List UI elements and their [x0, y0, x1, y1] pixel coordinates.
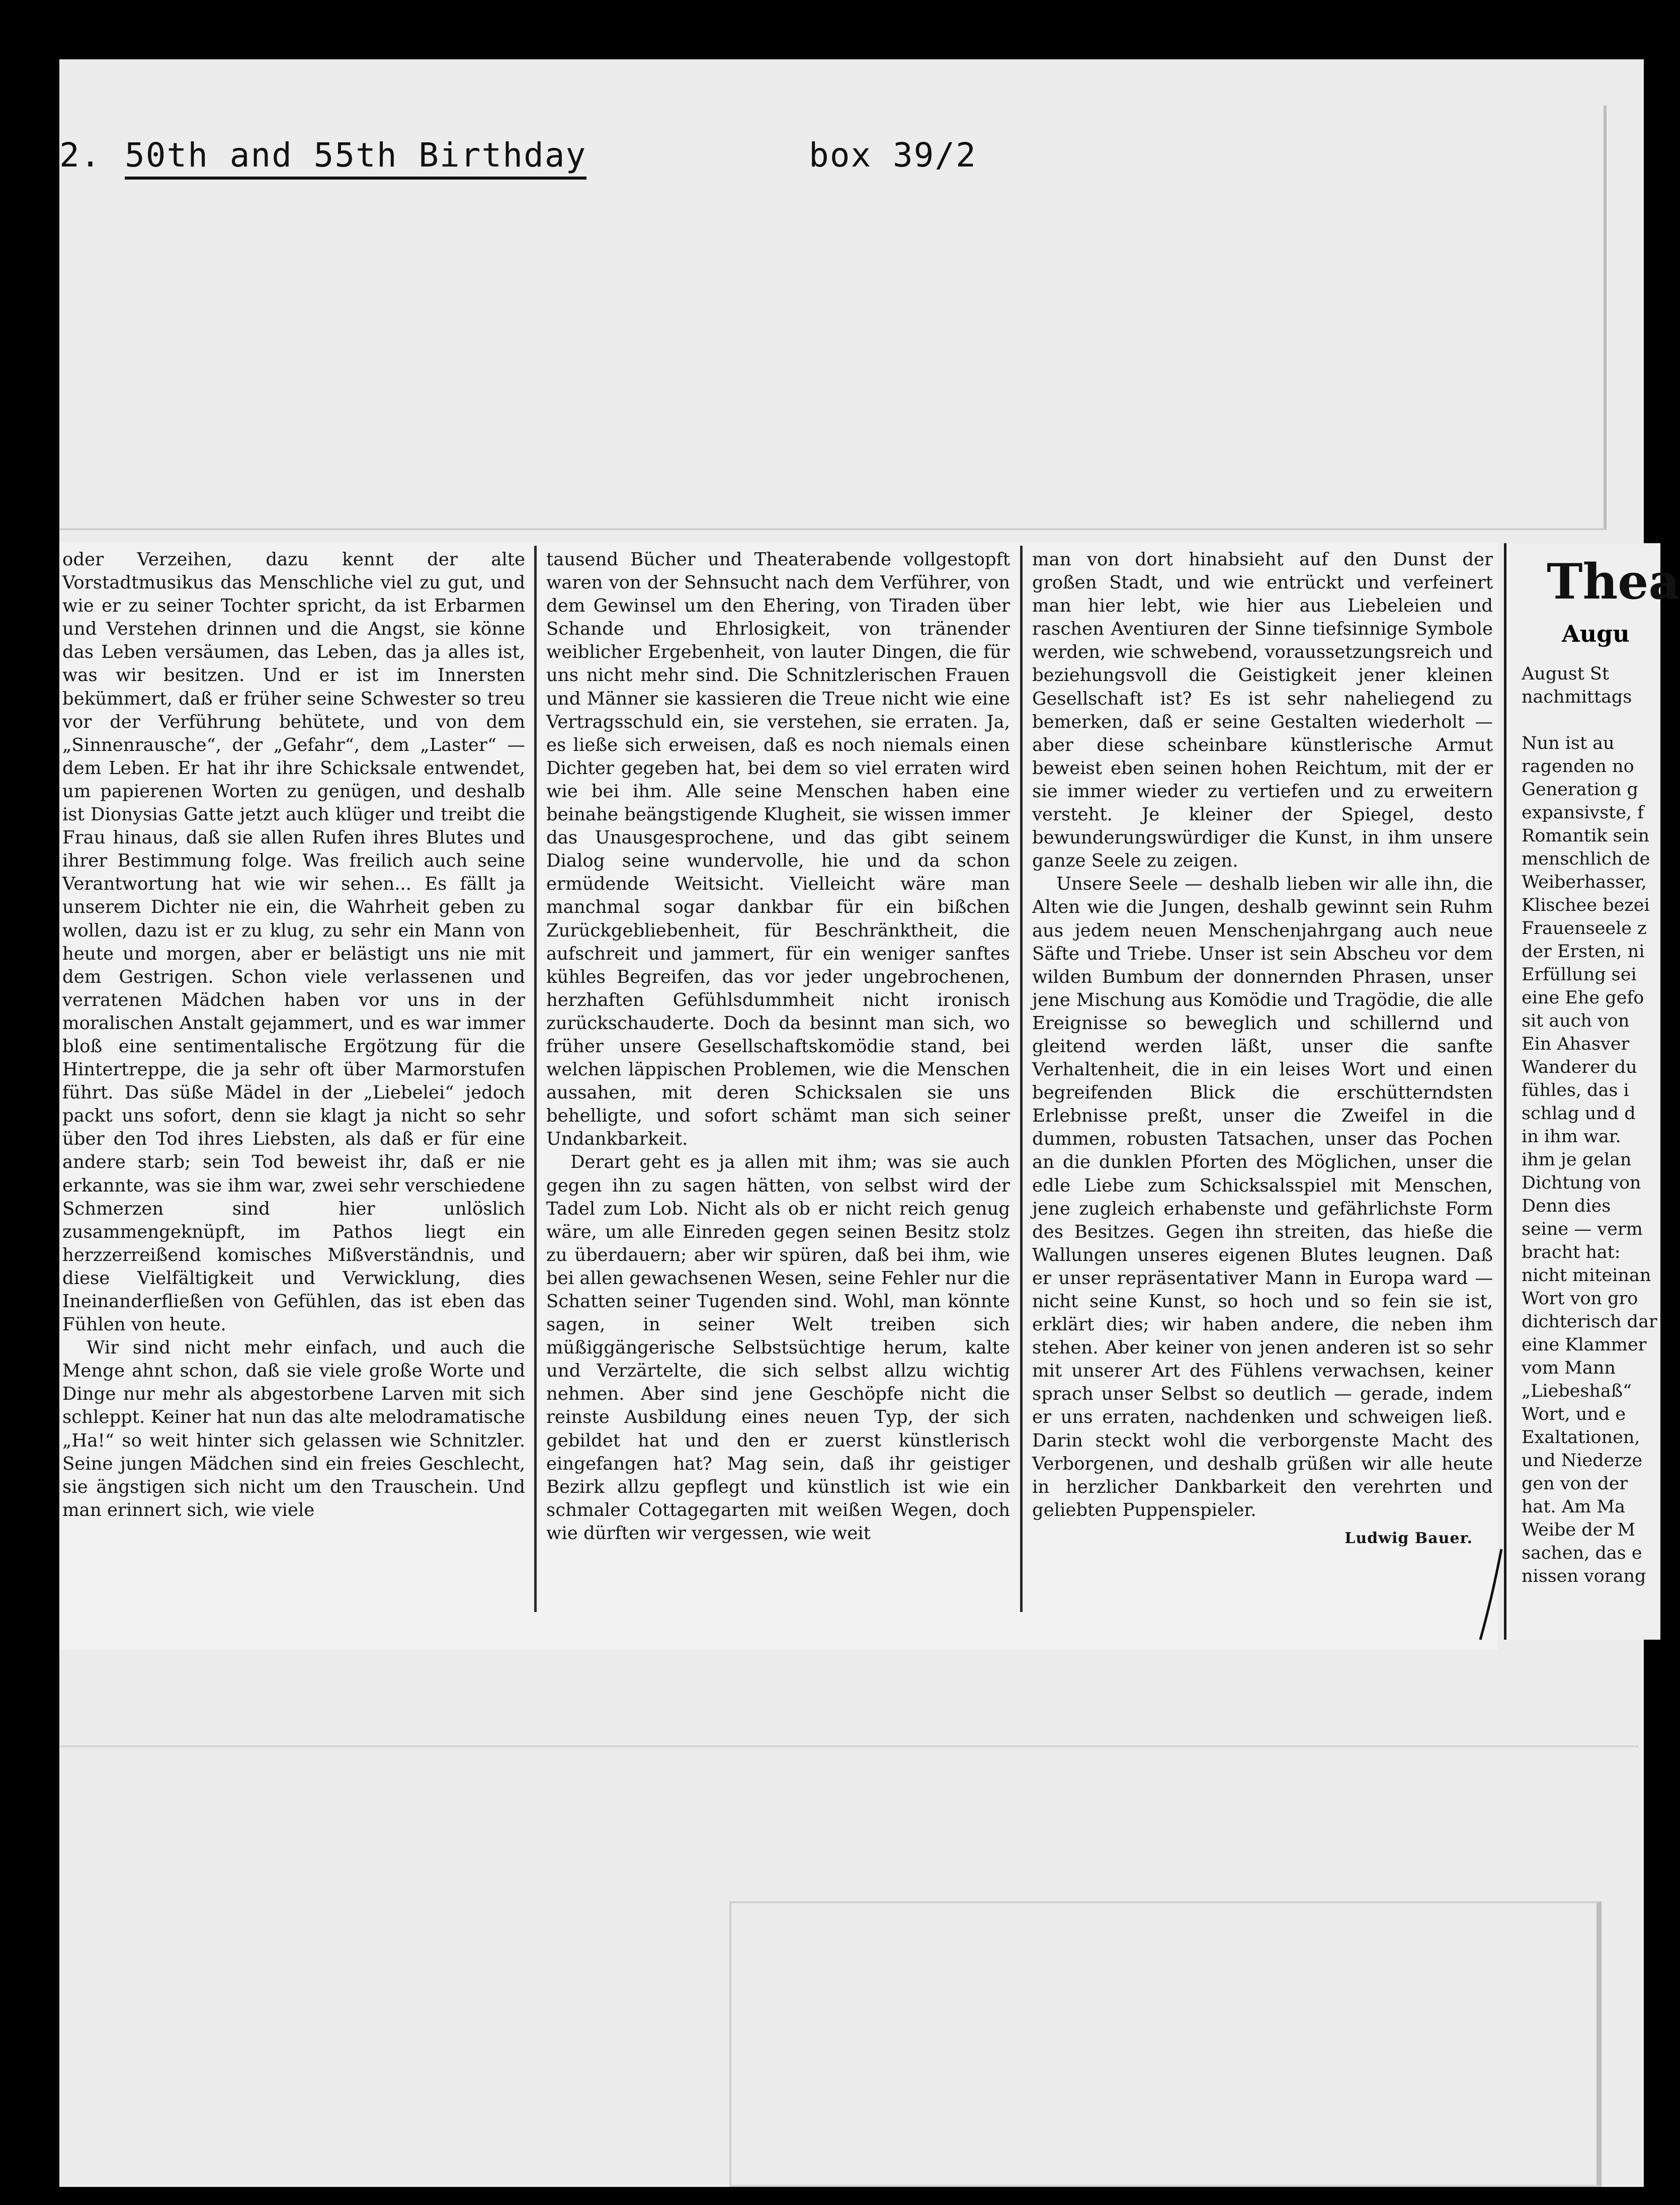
article-column-3 [1032, 548, 1493, 1640]
paragraph: Wir sind nicht mehr einfach, und auch die Menge ahnt schon, daß sie viele große Worte und Dinge nur mehr als abgestorbene Larven mit sich schleppt. Keiner hat nun das alte melodramatische „Ha!“ so weit hinter sich gelassen wie Schnitzler. Seine jungen Mädchen sind ein freies Geschlecht, sie ängstigen sich nicht um den Trauschein. Und man erinnert sich, wie viele [62, 1337, 525, 1520]
lower-frame [729, 1901, 1602, 2187]
text-line: der Ersten, ni [1522, 942, 1645, 962]
text-line: Exaltationen, [1522, 1427, 1640, 1448]
text-line: Weiberhasser, [1522, 872, 1647, 892]
folder-title: 50th and 55th Birthday [125, 136, 586, 180]
text-line: sachen, das e [1522, 1543, 1642, 1563]
text-line: vom Mann [1522, 1358, 1616, 1378]
article-column-1 [62, 548, 525, 1640]
text-line: bracht hat: [1522, 1242, 1621, 1262]
text-line: nissen vorang [1522, 1566, 1646, 1586]
text-line: menschlich de [1522, 849, 1650, 869]
text-line: schlag und d [1522, 1104, 1636, 1124]
text-line: eine Ehe gefo [1522, 988, 1644, 1008]
folder-header [59, 126, 1116, 181]
text-line: und Niederze [1522, 1451, 1643, 1471]
paragraph: oder Verzeihen, dazu kennt der alte Vorstadtmusikus das Menschliche viel zu gut, und wie er zu seiner Tochter spricht, da ist Erbarmen und Verstehen drinnen und die Angst, sie könne das Leben versäumen, das Leben, das ja alles ist, was wir besitzen. Und er ist im Innersten bekümmert, daß er früher seine Schwester so treu vor der Verführung behütete, und von dem „Sinnenrausche“, der „Gefahr“, dem „Laster“ — dem Leben. Er hat ihr ihre Schicksale entwendet, um papierenen Worten zu genügen, und deshalb ist Dionysias Gatte jetzt auch klüger und treibt die Frau hinaus, daß sie allen Rufen ihres Blutes und ihrer Bestimmung folge. Was freilich auch seine Verantwortung hat wie wir sehen... Es fällt ja unserem Dichter nie ein, die Wahrheit geben zu wollen, dazu ist er zu klug, zu sehr ein Mann von heute und morgen, aber er belästigt uns nie mit dem Gestrigen. Schon viele verlassenen und verratenen Mädchen haben vor uns in der moralischen Anstalt gejammert, und es war immer bloß eine sentimentalische Ergötzung für die Hintertreppe, die ja sehr oft über Marmorstufen führt. Das süße Mädel in der „Liebelei“ jedoch packt uns sofort, denn sie klagt ja nicht so sehr über den Tod ihres Liebsten, als daß er für eine andere starb; sein Tod beweist ihr, daß er nie erkannte, was sie ihm war, zwei sehr verschiedene Schmerzen sind hier unlöslich zusammengeknüpft, im Pathos liegt ein herzzerreißend komisches Mißverständnis, und diese Vielfältigkeit und Verwicklung, dies Ineinanderfließen von Gefühlen, das ist eben das Fühlen von heute. [62, 549, 525, 1335]
text-line [1522, 709, 1660, 732]
text-line: August St [1522, 664, 1609, 684]
text-line: seine — verm [1522, 1219, 1643, 1239]
article-column-2 [546, 548, 1010, 1640]
text-line: Weibe der M [1522, 1520, 1636, 1540]
author-signature: Ludwig Bauer. [1345, 1529, 1473, 1547]
text-line: dichterisch dar [1522, 1312, 1657, 1332]
text-line: sit auch von [1522, 1011, 1630, 1031]
column-rule [1020, 546, 1023, 1612]
folder-number: 2. [59, 136, 102, 175]
column-rule [534, 546, 537, 1612]
paragraph: Derart geht es ja allen mit ihm; was sie auch gegen ihn zu sagen hätten, von selbst wird der Tadel zum Lob. Nicht als ob er nicht reich genug wäre, um alle Einreden gegen seinen Besitz stolz zu überdauern; aber wir spüren, daß bei ihm, wie bei allen gewachsenen Wesen, seine Fehler nur die Schatten seiner Tugenden sind. Wohl, man könnte sagen, in seiner Welt treiben sich müßiggängerische Selbstsüchtige herum, kalte und Verzärtelte, die sich selbst allzu wichtig nehmen. Aber sind jene Geschöpfe nicht die reinste Ausbildung eines neuen Typ, der sich gebildet hat und den er zuerst künstlerisch eingefangen hat? Mag sein, daß ihr geistiger Bezirk allzu gepflegt und künstlich ist wie ein schmaler Cottagegarten mit weißen Wegen, doch wie dürften wir vergessen, wie weit [546, 1152, 1010, 1544]
paragraph: man von dort hinabsieht auf den Dunst der großen Stadt, und wie entrückt und verfeinert man hier lebt, wie hier aus Liebeleien und raschen Aventiuren der Sinne tiefsinnige Symbole werden, wie schwebend, voraussetzungsreich und beziehungsvoll die Geistigkeit jener kleinen Gesellschaft ist? Es ist sehr naheliegend zu bemerken, daß er seine Gestalten wiederholt — aber diese scheinbare künstlerische Armut beweist eben seinen hohen Reichtum, mit der er sie immer wieder zu vertiefen und zu erweitern versteht. Je kleiner der Spiegel, desto bewunderungswürdiger die Kunst, in ihm unsere ganze Seele zu zeigen. [1032, 549, 1493, 872]
text-line: nicht miteinan [1522, 1265, 1651, 1286]
adjacent-text [1506, 662, 1660, 1588]
adjacent-clipping [1504, 543, 1680, 1640]
text-line: Erfüllung sei [1522, 965, 1637, 985]
text-line: Wanderer du [1522, 1057, 1637, 1077]
text-line: ihm je gelan [1522, 1150, 1632, 1170]
text-line: Nun ist au [1522, 733, 1615, 753]
text-line: Wort, und e [1522, 1404, 1626, 1424]
text-line: fühles, das i [1522, 1080, 1629, 1100]
adjacent-subheading: Augu [1562, 620, 1630, 647]
text-line: „Liebeshaß“ [1522, 1381, 1632, 1401]
box-label: box 39/2 [809, 136, 977, 175]
text-line: nachmittags [1522, 687, 1632, 707]
paragraph: Unsere Seele — deshalb lieben wir alle ihn, die Alten wie die Jungen, deshalb gewinnt sein Ruhm aus jedem neuen Menschenjahrgang auch neue Säfte und Triebe. Unser ist sein Abscheu vor dem wilden Bumbum der donnernden Phrasen, unser jene Mischung aus Komödie und Tragödie, die alle Ereignisse so beweglich und schillernd und gleitend werden läßt, unser die sanfte Verhaltenheit, die in ein leises Wort und einen begreifenden Blick die erschütterndsten Erlebnisse preßt, unser die Zweifel in die dummen, robusten Tatsachen, unser das Pochen an die dunklen Pforten des Möglichen, unser die edle Liebe zum Schicksalsspiel mit Menschen, jene zugleich erhabenste und gefährlichste Form des Besitzes. Gegen ihn streiten, das hieße die Wallungen unseres eigenen Blutes leugnen. Daß er unser repräsentativer Mann in Europa ward — nicht seine Kunst, so hoch und so fein sie ist, erklärt dies; wir haben andere, die neben ihm stehen. Aber keiner von jenen anderen ist so sehr mit unserer Art des Fühlens verwachsen, keiner sprach unser Selbst so deutlich — gerade, indem er uns erraten, nachdenken und schweigen ließ. Darin steckt wohl die verborgenste Macht des Verborgenen, und deshalb grüßen wir alle heute in herzlicher Dankbarkeit den verehrten und geliebten Puppenspieler. [1032, 874, 1493, 1520]
text-line: Dichtung von [1522, 1173, 1641, 1193]
text-line: eine Klammer [1522, 1335, 1647, 1355]
text-line: Ein Ahasver [1522, 1034, 1630, 1054]
text-line: in ihm war. [1522, 1127, 1621, 1147]
text-line: ragenden no [1522, 756, 1634, 777]
text-line: Klischee bezei [1522, 895, 1650, 915]
text-line: gen von der [1522, 1474, 1628, 1494]
text-line: Generation g [1522, 780, 1638, 800]
pencil-mark [1476, 1544, 1506, 1645]
text-line: Frauenseele z [1522, 918, 1647, 939]
adjacent-heading: Thea [1547, 553, 1680, 610]
text-line: hat. Am Ma [1522, 1497, 1626, 1517]
text-line: Wort von gro [1522, 1289, 1638, 1309]
text-line: Romantik sein [1522, 826, 1650, 846]
text-line: expansivste, f [1522, 803, 1644, 823]
paragraph: tausend Bücher und Theaterabende vollgestopft waren von der Sehnsucht nach dem Verführer, von dem Gewinsel um den Ehering, von Tiraden über Schande und Ehrlosigkeit, von tränender weiblicher Ergebenheit, von lauter Dingen, die für uns nicht mehr sind. Die Schnitzlerischen Frauen und Männer sie kassieren die Treue nicht wie eine Vertragsschuld ein, sie verstehen, sie erraten. Ja, es ließe sich erweisen, daß es noch niemals einen Dichter gegeben hat, bei dem so viel erraten wird wie bei ihm. Alle seine Menschen haben eine beinahe beängstigende Klugheit, sie wissen immer das Unausgesprochene, und das gibt seinem Dialog seine wundervolle, hie und da schon ermüdende Weitsicht. Vielleicht wäre man manchmal sogar dankbar für ein bißchen Zurückgebliebenheit, für Beschränktheit, die aufschreit und jammert, für ein weniger sanftes kühles Begreifen, das vor jeder ungebrochenen, herzhaften Gefühlsdummheit nicht ironisch zurückschauderte. Doch da besinnt man sich, wo früher unsere Gesellschaftskomödie stand, bei welchen läppischen Problemen, wie die Menschen aussahen, mit deren Schicksalen sie uns behelligte, und sofort schämt man sich seiner Undankbarkeit. [546, 549, 1010, 1150]
text-line: Denn dies [1522, 1196, 1611, 1216]
